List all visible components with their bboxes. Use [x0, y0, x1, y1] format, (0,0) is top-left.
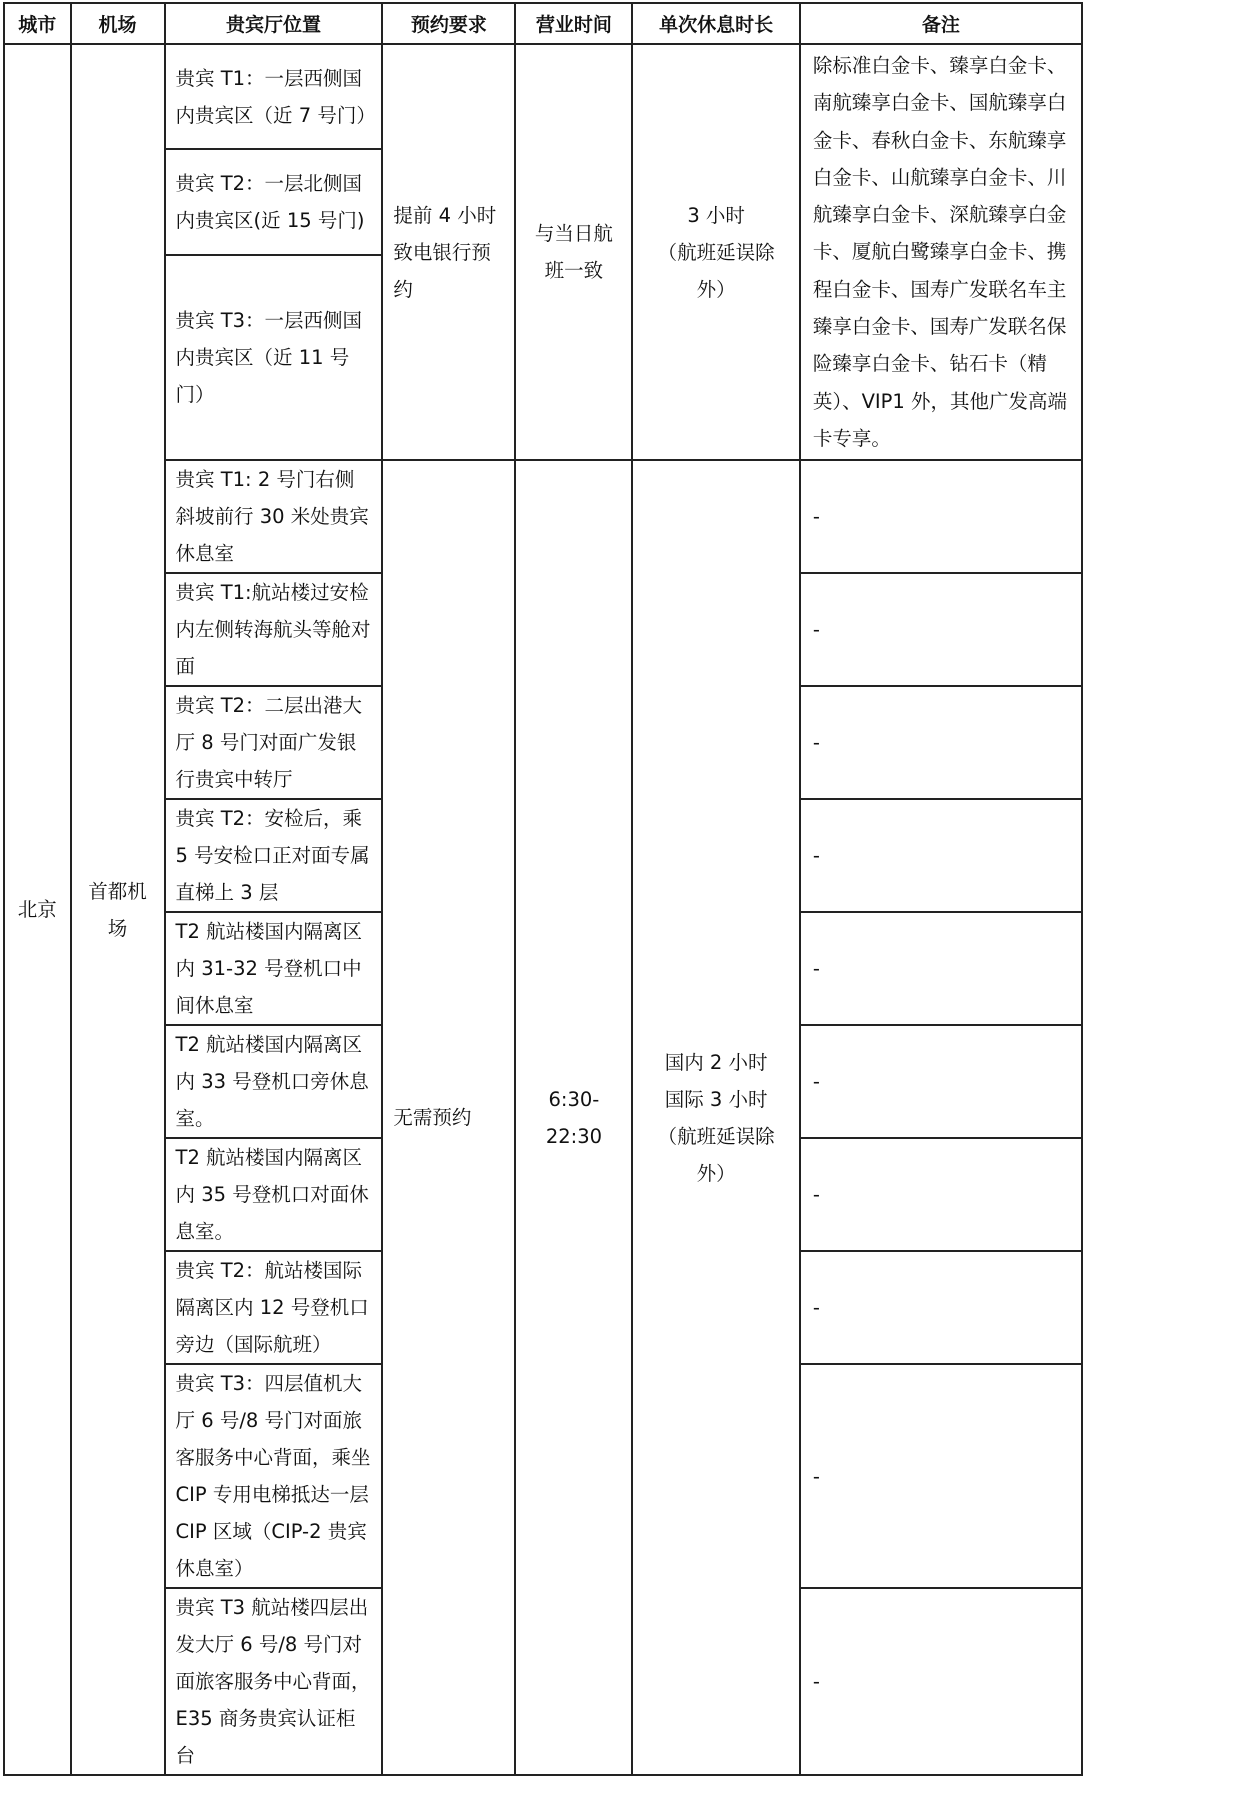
header-location: 贵宾厅位置: [165, 3, 383, 44]
header-city: 城市: [4, 3, 71, 44]
duration-cell: [632, 44, 799, 460]
duration-line: 国际 3 小时: [664, 1087, 768, 1111]
location-cell: 贵宾 T2：安检后，乘 5 号安检口正对面专属直梯上 3 层: [165, 799, 383, 912]
booking-cell: 提前 4 小时致电银行预约: [382, 44, 515, 460]
table-row: [4, 44, 1082, 149]
remark-cell: -: [800, 1588, 1082, 1775]
city-cell: 北京: [4, 44, 71, 1775]
location-cell: T2 航站楼国内隔离区内 31-32 号登机口中间休息室: [165, 912, 383, 1025]
remark-cell: -: [800, 573, 1082, 686]
location-cell: 贵宾 T3：一层西侧国内贵宾区（近 11 号门）: [165, 255, 383, 460]
header-airport: 机场: [71, 3, 165, 44]
hours-cell: 与当日航班一致: [515, 44, 632, 460]
lounge-document: [3, 2, 1083, 1776]
location-cell: 贵宾 T2：一层北侧国内贵宾区(近 15 号门): [165, 149, 383, 254]
location-cell: T2 航站楼国内隔离区内 33 号登机口旁休息室。: [165, 1025, 383, 1138]
location-cell: 贵宾 T1:航站楼过安检内左侧转海航头等舱对面: [165, 573, 383, 686]
duration-line: 3 小时: [687, 203, 745, 227]
location-cell: 贵宾 T3：四层值机大厅 6 号/8 号门对面旅客服务中心背面，乘坐 CIP 专用电梯抵达一层 CIP 区域（CIP-2 贵宾休息室）: [165, 1364, 383, 1588]
airport-cell: 首都机场: [71, 44, 165, 1775]
remark-cell: -: [800, 799, 1082, 912]
hours-line: 6:30-: [548, 1087, 600, 1111]
location-cell: T2 航站楼国内隔离区内 35 号登机口对面休息室。: [165, 1138, 383, 1251]
duration-line: （航班延误除外）: [657, 240, 775, 301]
location-cell: 贵宾 T2：二层出港大厅 8 号门对面广发银行贵宾中转厅: [165, 686, 383, 799]
location-cell: 贵宾 T1: 2 号门右侧斜坡前行 30 米处贵宾休息室: [165, 460, 383, 573]
location-cell: 贵宾 T1：一层西侧国内贵宾区（近 7 号门）: [165, 44, 383, 149]
location-cell: 贵宾 T2：航站楼国际隔离区内 12 号登机口旁边（国际航班）: [165, 1251, 383, 1364]
header-hours: 营业时间: [515, 3, 632, 44]
remark-cell: -: [800, 460, 1082, 573]
remark-cell: -: [800, 912, 1082, 1025]
header-duration: 单次休息时长: [632, 3, 799, 44]
lounge-table: [3, 2, 1083, 1776]
table-row: [4, 460, 1082, 573]
remark-cell: 除标准白金卡、臻享白金卡、南航臻享白金卡、国航臻享白金卡、春秋白金卡、东航臻享白金卡、山航臻享白金卡、川航臻享白金卡、深航臻享白金卡、厦航白鹭臻享白金卡、携程白金卡、国寿广发联名车主臻享白金卡、国寿广发联名保险臻享白金卡、钻石卡（精英）、VIP1 外，其他广发高端卡专享。: [800, 44, 1082, 460]
duration-line: （航班延误除外）: [657, 1124, 775, 1185]
hours-cell: [515, 460, 632, 1775]
remark-cell: -: [800, 1138, 1082, 1251]
booking-cell: 无需预约: [382, 460, 515, 1775]
duration-line: 国内 2 小时: [664, 1050, 768, 1074]
header-row: [4, 3, 1082, 44]
hours-line: 22:30: [545, 1124, 603, 1148]
remark-cell: -: [800, 1364, 1082, 1588]
duration-cell: [632, 460, 799, 1775]
remark-cell: -: [800, 1025, 1082, 1138]
remark-cell: -: [800, 686, 1082, 799]
location-cell: 贵宾 T3 航站楼四层出发大厅 6 号/8 号门对面旅客服务中心背面，E35 商务贵宾认证柜台: [165, 1588, 383, 1775]
remark-cell: -: [800, 1251, 1082, 1364]
header-booking: 预约要求: [382, 3, 515, 44]
header-remark: 备注: [800, 3, 1082, 44]
